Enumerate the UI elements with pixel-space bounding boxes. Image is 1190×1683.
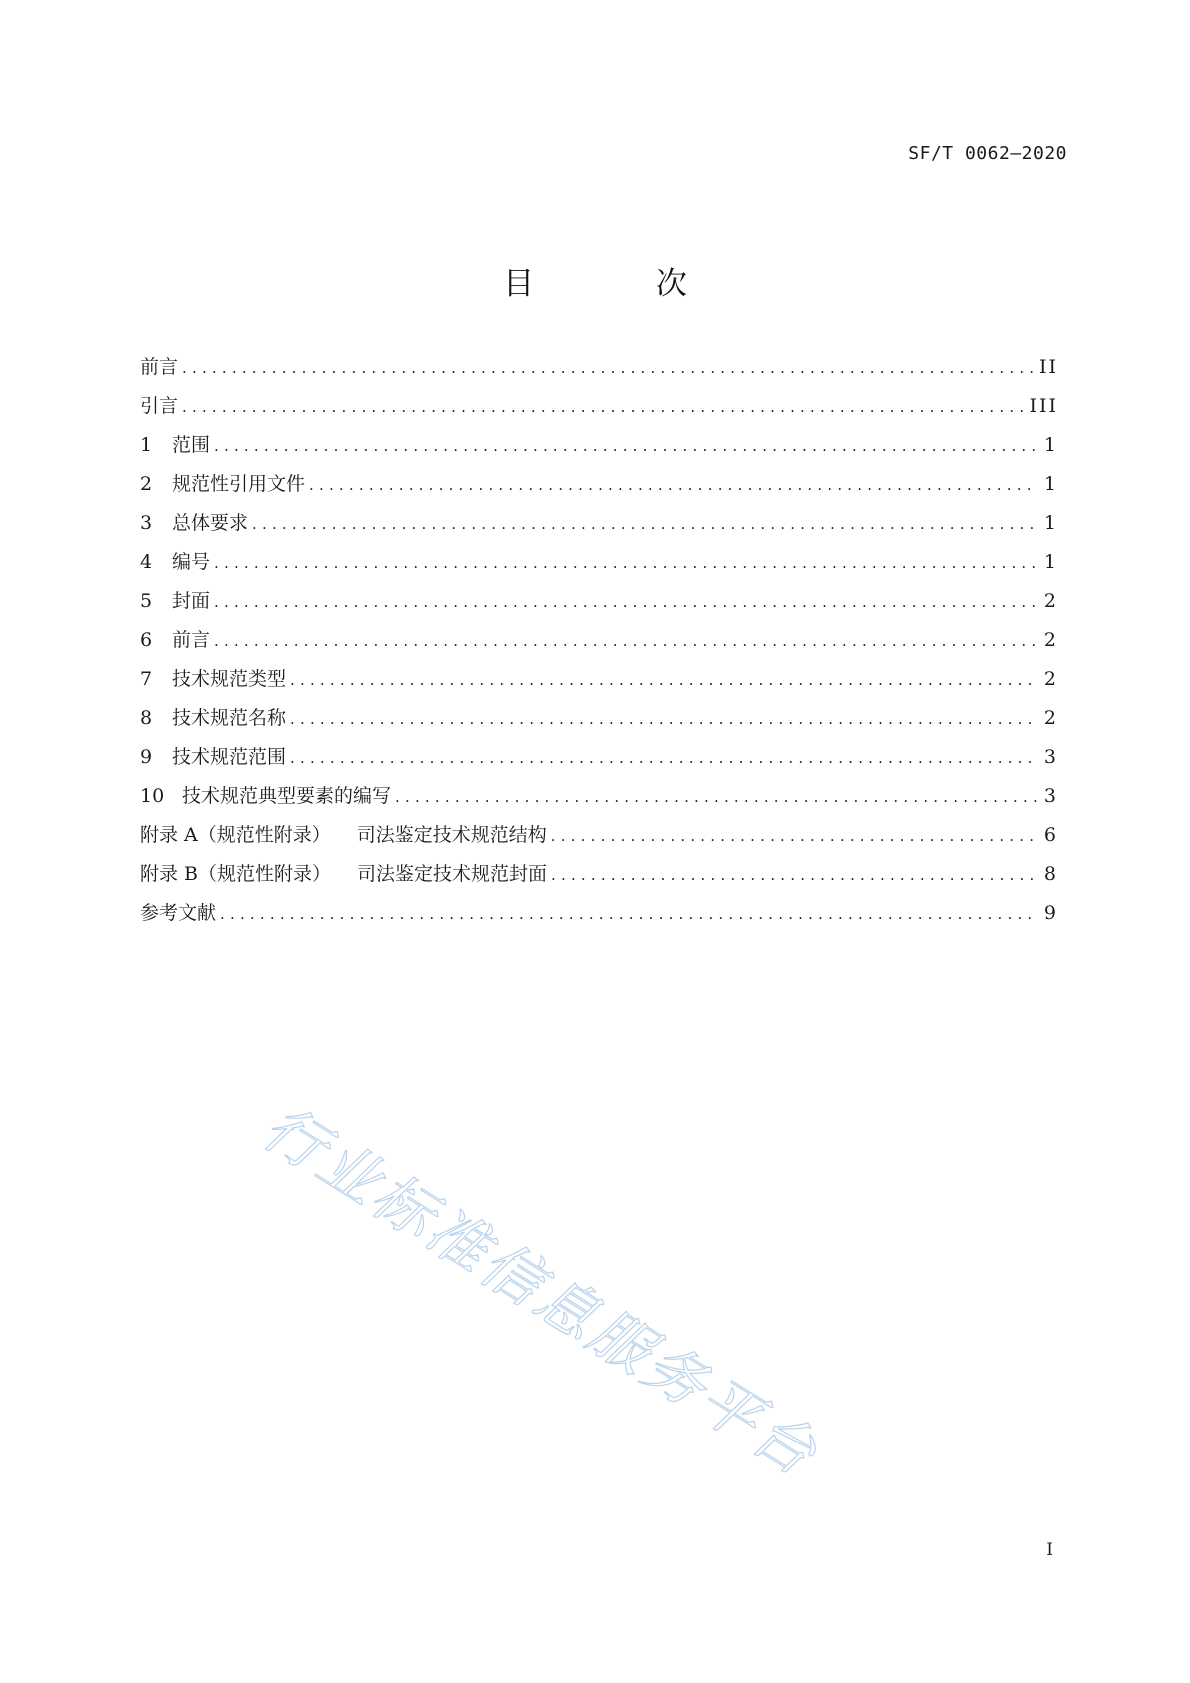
toc-page-number: 2	[1043, 668, 1058, 690]
toc-entry-label	[140, 861, 547, 887]
toc-entry-label: 前言	[140, 356, 179, 378]
appendix-title: 司法鉴定技术规范结构	[356, 824, 547, 846]
toc-entry-label	[140, 822, 547, 848]
toc-entry-label: 编号	[172, 551, 211, 573]
toc-leader-dots	[551, 823, 1038, 849]
toc-entry-number: 2	[140, 473, 153, 495]
toc-entry-label: 参考文献	[140, 902, 217, 924]
toc-leader-dots	[395, 784, 1038, 810]
appendix-designation: 附录 B（规范性附录）	[140, 863, 332, 885]
appendix-designation: 附录 A（规范性附录）	[140, 824, 331, 846]
toc-entry-number: 5	[140, 590, 153, 612]
toc-entry-1[interactable]	[140, 432, 1058, 471]
toc-page-number: 2	[1043, 590, 1058, 612]
toc-page-number: 3	[1043, 785, 1058, 807]
toc-leader-dots	[214, 433, 1038, 459]
toc-page-number: 1	[1043, 434, 1058, 456]
watermark-text: 行业标准信息服务平台	[250, 1092, 831, 1492]
toc-entry-label: 技术规范范围	[172, 746, 287, 768]
toc-entry-4[interactable]	[140, 549, 1058, 588]
toc-entry-8[interactable]	[140, 705, 1058, 744]
toc-entry-number: 8	[140, 707, 153, 729]
toc-entry-appendix-b[interactable]	[140, 861, 1058, 900]
toc-page-number: 2	[1043, 707, 1058, 729]
toc-page-number: 1	[1043, 473, 1058, 495]
toc-leader-dots	[214, 589, 1038, 615]
toc-entry-number: 1	[140, 434, 153, 456]
toc-leader-dots	[220, 901, 1038, 927]
toc-entry-appendix-a[interactable]	[140, 822, 1058, 861]
toc-leader-dots	[214, 550, 1038, 576]
toc-leader-dots	[214, 628, 1038, 654]
toc-leader-dots	[290, 667, 1038, 693]
toc-entry-number: 4	[140, 551, 153, 573]
toc-entry-number: 9	[140, 746, 153, 768]
toc-leader-dots	[182, 394, 1023, 420]
toc-entry-label: 总体要求	[172, 512, 249, 534]
toc-entry-7[interactable]	[140, 666, 1058, 705]
toc-page-number: 3	[1043, 746, 1058, 768]
toc-entry-label: 技术规范典型要素的编写	[182, 785, 392, 807]
toc-page-number: 9	[1043, 902, 1058, 924]
toc-entry-bibliography[interactable]	[140, 900, 1058, 939]
toc-entry-introduction[interactable]	[140, 393, 1058, 432]
toc-entry-label: 封面	[172, 590, 211, 612]
toc-leader-dots	[290, 745, 1038, 771]
toc-entry-label: 技术规范名称	[172, 707, 287, 729]
toc-entry-2[interactable]	[140, 471, 1058, 510]
toc-entry-3[interactable]	[140, 510, 1058, 549]
toc-entry-number: 7	[140, 668, 153, 690]
toc-entry-label: 技术规范类型	[172, 668, 287, 690]
toc-page-number: III	[1029, 395, 1058, 417]
toc-page-number: 1	[1043, 512, 1058, 534]
toc-leader-dots	[252, 511, 1038, 537]
toc-page-number: 8	[1043, 863, 1058, 885]
document-code: SF/T 0062—2020	[908, 143, 1067, 164]
toc-entry-10[interactable]	[140, 783, 1058, 822]
toc-entry-label: 规范性引用文件	[172, 473, 306, 495]
toc-leader-dots	[309, 472, 1038, 498]
toc-leader-dots	[290, 706, 1038, 732]
toc-entry-label: 前言	[172, 629, 211, 651]
toc-entry-9[interactable]	[140, 744, 1058, 783]
appendix-title: 司法鉴定技术规范封面	[357, 863, 548, 885]
toc-entry-number: 10	[140, 785, 165, 807]
toc-leader-dots	[551, 862, 1038, 888]
toc-page-number: II	[1038, 356, 1058, 378]
toc-entry-label: 范围	[172, 434, 211, 456]
toc-entry-number: 3	[140, 512, 153, 534]
toc-entry-preface[interactable]	[140, 354, 1058, 393]
toc-entry-label: 引言	[140, 395, 179, 417]
footer-page-number: I	[1046, 1540, 1053, 1560]
page-title: 目 次	[503, 266, 743, 302]
toc-leader-dots	[182, 355, 1033, 381]
toc-page-number: 1	[1043, 551, 1058, 573]
toc-entry-6[interactable]	[140, 627, 1058, 666]
toc-page-number: 6	[1043, 824, 1058, 846]
toc-entry-5[interactable]	[140, 588, 1058, 627]
table-of-contents	[140, 354, 1058, 939]
toc-entry-number: 6	[140, 629, 153, 651]
toc-page-number: 2	[1043, 629, 1058, 651]
